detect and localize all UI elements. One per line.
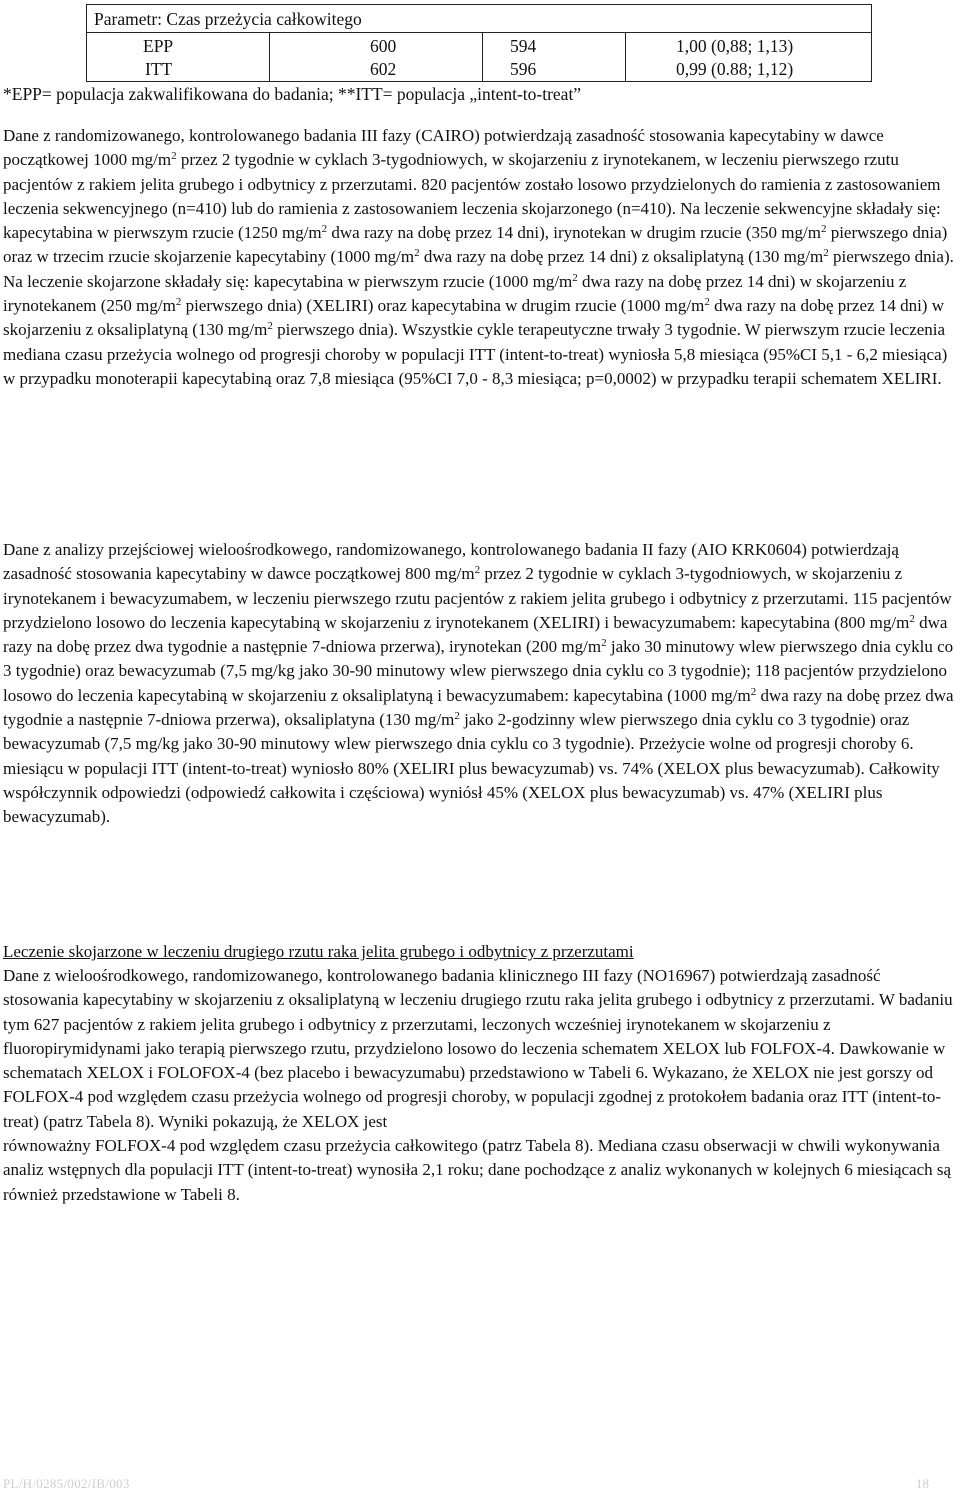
table-divider bbox=[269, 33, 270, 81]
paragraph-text: Dane z wieloośrodkowego, randomizowanego, kontrolowanego badania klinicznego III fazy (NO16967) potwierdzają zasadność stosowania kapecytabiny w skojarzeniu z oksaliplatyną w leczeniu drugiego rzutu raka jelita grubego i odbytnicy z przerzutami. W badaniu tym 627 pacjentów z rakiem jelita grubego i odbytnicy z przerzutami, leczonych wcześniej irynotekanem w skojarzeniu z fluoropirymidynami jako terapią pierwszego rzutu, przydzielono losowo do leczenia schematem XELOX lub FOLFOX-4. Dawkowanie w schematach XELOX i FOLOFOX-4 (bez placebo i bewacyzumabu) przedstawiono w Tabeli 6. Wykazano, że XELOX nie jest gorszy od FOLFOX-4 pod względem czasu przeżycia wolnego od progresji choroby, w populacji zgodnej z protokołem badania oraz ITT (intent-to-treat) (patrz Tabela 8). Wyniki pokazują, że XELOX jest bbox=[3, 966, 953, 1131]
table-row-label: ITT bbox=[145, 59, 173, 79]
table-divider bbox=[625, 33, 626, 81]
table-divider bbox=[482, 33, 483, 81]
table-row-label: EPP bbox=[143, 36, 174, 56]
table-cell: 596 bbox=[510, 59, 537, 79]
paragraph-cairo: Dane z randomizowanego, kontrolowanego badania III fazy (CAIRO) potwierdzają zasadność stosowania kapecytabiny w dawce początkowej 1000 $mg/m^2$ przez 2 tygodnie w cyklach 3-tygodniowych, w skojarzeniu z irynotekanem, w leczeniu pierwszego rzutu pacjentów z rakiem jelita grubego i odbytnicy z przerzutami. 820 pacjentów zostało losowo przydzielonych do ramienia z zastosowaniem leczenia sekwencyjnego (n=410) lub do ramienia z zastosowaniem leczenia skojarzonego (n=410). Na leczenie sekwencyjne składały się: kapecytabina w pierwszym rzucie (1250 $mg/m^2$ dwa razy na dobę przez 14 dni), irynotekan w drugim rzucie (350 $mg/m^2$ pierwszego dnia) oraz w trzecim rzucie skojarzenie kapecytabiny (1000 $mg/m^2$ dwa razy na dobę przez 14 dni) z oksaliplatyną (130 $mg/m^2$ pierwszego dnia). Na leczenie skojarzone składały się: kapecytabina w pierwszym rzucie (1000 $mg/m^2$ dwa razy na dobę przez 14 dni) w skojarzeniu z irynotekanem (250 $mg/m^2$ pierwszego dnia) (XELIRI) oraz kapecytabina w drugim rzucie (1000 $mg/m^2$ dwa razy na dobę przez 14 dni) w skojarzeniu z oksaliplatyną (130 $mg/m^2$ pierwszego dnia). Wszystkie cykle terapeutyczne trwały 3 tygodnie. W pierwszym rzucie leczenia mediana czasu przeżycia wolnego od progresji choroby w populacji ITT (intent-to-treat) wyniosła 5,8 miesiąca (95%CI 5,1 - 6,2 miesiąca) w przypadku monoterapii kapecytabiną oraz 7,8 miesiąca (95%CI 7,0 - 8,3 miesiąca; p=0,0002) w przypadku terapii schematem XELIRI. bbox=[3, 126, 954, 388]
document-id: PL/H/0285/002/IB/003 bbox=[3, 1476, 130, 1491]
paragraph-text: równoważny FOLFOX-4 pod względem czasu przeżycia całkowitego (patrz Tabela 8). Mediana czasu obserwacji w chwili wykonywania analiz wstępnych dla populacji ITT (intent-to-treat) wynosiła 2,1 roku; dane pochodzące z analiz wykonanych w kolejnych 6 miesiącach są również przedstawione w Tabeli 8. bbox=[3, 1136, 952, 1204]
section-heading: Leczenie skojarzone w leczeniu drugiego rzutu raka jelita grubego i odbytnicy z przerzutami bbox=[3, 942, 634, 961]
table-header-row bbox=[87, 5, 871, 33]
table-cell: 602 bbox=[370, 59, 397, 79]
table-cell: 0,99 (0.88; 1,12) bbox=[676, 59, 794, 79]
table-cell: 600 bbox=[370, 36, 397, 56]
page-number: 18 bbox=[916, 1476, 929, 1491]
results-table bbox=[86, 4, 872, 82]
table-footnote: *EPP= populacja zakwalifikowana do badania; **ITT= populacja „intent-to-treat” bbox=[3, 84, 582, 104]
table-cell: 1,00 (0,88; 1,13) bbox=[676, 36, 794, 56]
paragraph-aio: Dane z analizy przejściowej wieloośrodkowego, randomizowanego, kontrolowanego badania II fazy (AIO KRK0604) potwierdzają zasadność stosowania kapecytabiny w dawce początkowej 800 $mg/m^2$ przez 2 tygodnie w cyklach 3-tygodniowych, w skojarzeniu z irynotekanem i bewacyzumabem, w leczeniu pierwszego rzutu pacjentów z rakiem jelita grubego i odbytnicy z przerzutami. 115 pacjentów przydzielono losowo do leczenia kapecytabiną w skojarzeniu z irynotekanem (XELIRI) i bewacyzumabem: kapecytabina (800 $mg/m^2$ dwa razy na dobę przez dwa tygodnie a następnie 7-dniowa przerwa), irynotekan (200 $mg/m^2$ jako 30 minutowy wlew pierwszego dnia cyklu co 3 tygodnie) oraz bewacyzumab (7,5 mg/kg jako 30-90 minutowy wlew pierwszego dnia cyklu co 3 tygodnie); 118 pacjentów przydzielono losowo do leczenia kapecytabiną w skojarzeniu z oksaliplatyną i bewacyzumabem: kapecytabina (1000 $mg/m^2$ dwa razy na dobę przez dwa tygodnie a następnie 7-dniowa przerwa), oksaliplatyna (130 $mg/m^2$ jako 2-godzinny wlew pierwszego dnia cyklu co 3 tygodnie) oraz bewacyzumab (7,5 mg/kg jako 30-90 minutowy wlew pierwszego dnia cyklu co 3 tygodnie). Przeżycie wolne od progresji choroby 6. miesiącu w populacji ITT (intent-to-treat) wyniosło 80% (XELIRI plus bewacyzumab) vs. 74% (XELOX plus bewacyzumab). Całkowity współczynnik odpowiedzi (odpowiedź całkowita i częściowa) wyniósł 45% (XELOX plus bewacyzumab) vs. 47% (XELIRI plus bewacyzumab). bbox=[3, 540, 954, 827]
table-title: Parametr: Czas przeżycia całkowitego bbox=[94, 9, 362, 29]
table-cell: 594 bbox=[510, 36, 537, 56]
paragraph-no16967 bbox=[3, 964, 955, 1207]
